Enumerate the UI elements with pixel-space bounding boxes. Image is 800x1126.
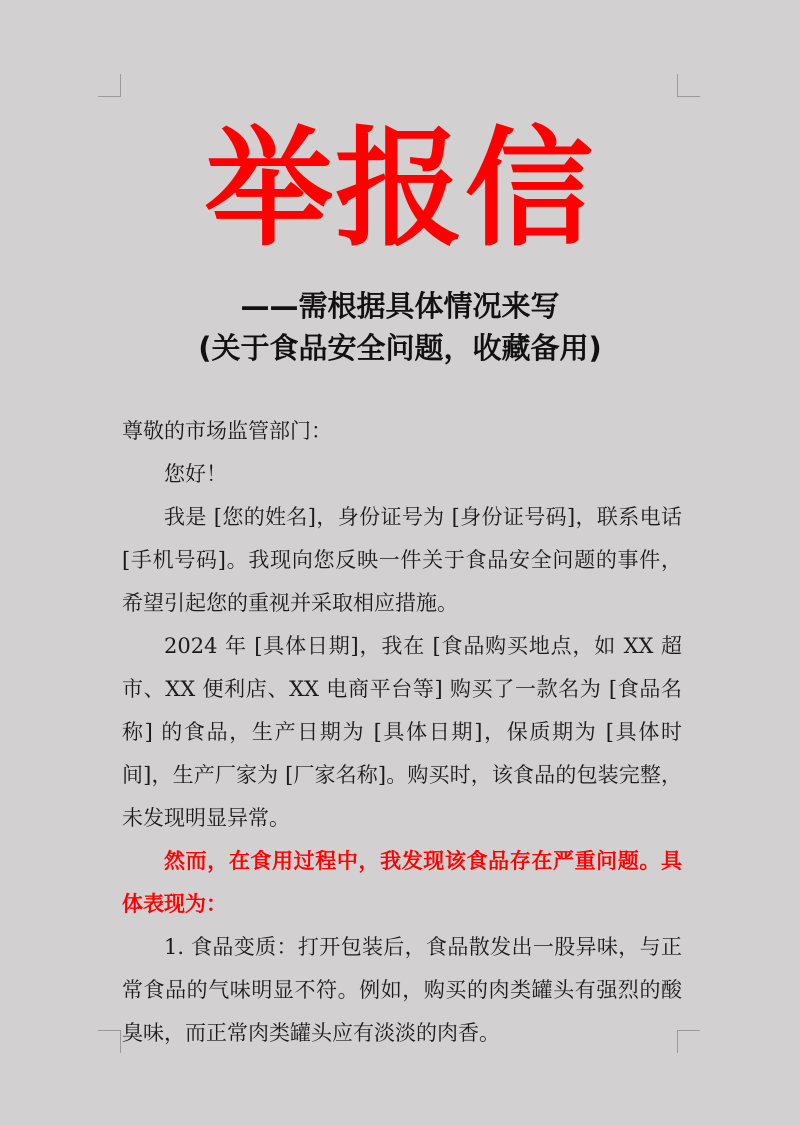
subtitle-topic: (关于食品安全问题，收藏备用) <box>198 331 602 365</box>
document-title: 举报信 <box>204 115 595 264</box>
crop-mark-top-right <box>677 74 700 97</box>
greeting: 您好！ <box>164 462 227 486</box>
crop-mark-top-left <box>98 74 121 97</box>
paragraph-purchase: 2024 年 [具体日期]，我在 [食品购买地点，如 XX 超市、XX 便利店、XX 电商平台等] 购买了一款名为 [食品名称] 的食品，生产日期为 [具体日期]，保质期为 [具体时间]，生产厂家为 [厂家名称]。购买时，该食品的包装完整，未发现明显异常。 <box>122 634 682 830</box>
salutation: 尊敬的市场监管部门： <box>122 419 332 443</box>
paragraph-problem-highlight: 然而，在食用过程中，我发现该食品存在严重问题。具体表现为： <box>122 849 682 916</box>
subtitle-note: ——需根据具体情况来写 <box>240 289 560 323</box>
list-item-spoilage: 1. 食品变质：打开包装后，食品散发出一股异味，与正常食品的气味明显不符。例如，购买的肉类罐头有强烈的酸臭味，而正常肉类罐头应有淡淡的肉香。 <box>122 935 682 1045</box>
crop-mark-bottom-left <box>98 1030 121 1053</box>
paragraph-identity: 我是 [您的姓名]，身份证号为 [身份证号码]，联系电话 [手机号码]。我现向您反映一件关于食品安全问题的事件，希望引起您的重视并采取相应措施。 <box>122 505 682 615</box>
letter-body <box>122 410 682 1055</box>
